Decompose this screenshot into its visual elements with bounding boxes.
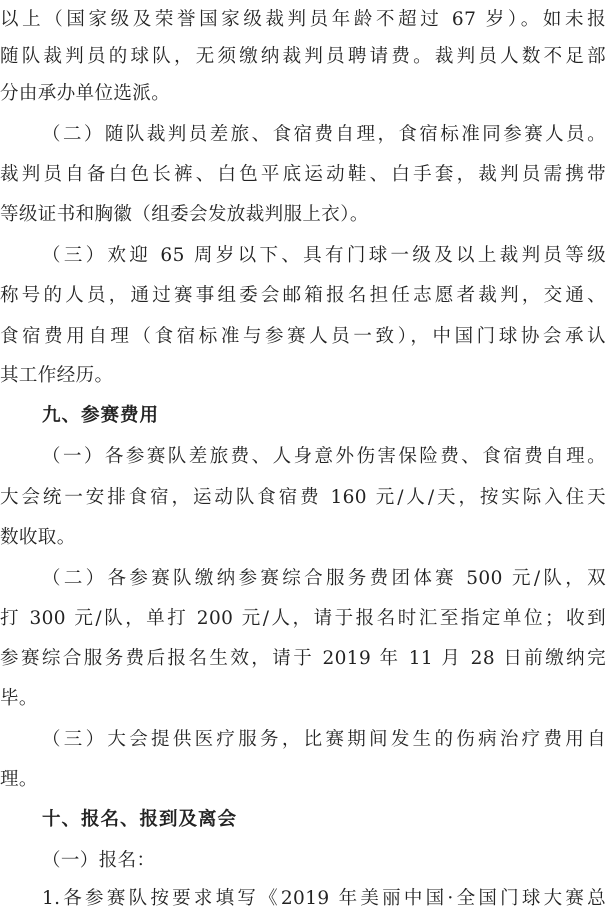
paragraph-line: 毕。	[0, 688, 38, 709]
paragraph-line: 理。	[0, 769, 38, 790]
paragraph-line: 分由承办单位选派。	[0, 83, 171, 104]
paragraph-line: （三）大会提供医疗服务，比赛期间发生的伤病治疗费用自	[42, 729, 606, 750]
paragraph-line: 等级证书和胸徽（组委会发放裁判服上衣）。	[0, 204, 369, 225]
paragraph-line: 打 300 元/队，单打 200 元/人，请于报名时汇至指定单位；收到	[0, 608, 606, 629]
paragraph-line: （二）随队裁判员差旅、食宿费自理，食宿标准同参赛人员。	[42, 124, 606, 145]
paragraph-line: 数收取。	[0, 527, 76, 548]
paragraph-line: 食宿费用自理（食宿标准与参赛人员一致），中国门球协会承认	[0, 326, 606, 347]
paragraph-line: 大会统一安排食宿，运动队食宿费 160 元/人/天，按实际入住天	[0, 487, 606, 508]
paragraph-line: 以上（国家级及荣誉国家级裁判员年龄不超过 67 岁）。如未报	[0, 9, 606, 30]
paragraph-line: （二）各参赛队缴纳参赛综合服务费团体赛 500 元/队，双	[42, 568, 606, 589]
paragraph-line: 其工作经历。	[0, 365, 114, 386]
paragraph-line: 随队裁判员的球队，无须缴纳裁判员聘请费。裁判员人数不足部	[0, 46, 606, 67]
section-heading: 十、报名、报到及离会	[42, 809, 238, 830]
paragraph-line: 裁判员自备白色长裤、白色平底运动鞋、白手套，裁判员需携带	[0, 164, 606, 185]
paragraph-line: （一）各参赛队差旅费、人身意外伤害保险费、食宿费自理。	[42, 446, 606, 467]
paragraph-line: （三）欢迎 65 周岁以下、具有门球一级及以上裁判员等级	[42, 245, 606, 266]
paragraph-line: 参赛综合服务费后报名生效，请于 2019 年 11 月 28 日前缴纳完	[0, 648, 606, 669]
paragraph-line: 称号的人员，通过赛事组委会邮箱报名担任志愿者裁判，交通、	[0, 285, 606, 306]
paragraph-line: 1.各参赛队按要求填写《2019 年美丽中国·全国门球大赛总	[42, 888, 606, 909]
paragraph-line: （一）报名：	[42, 850, 156, 871]
section-heading: 九、参赛费用	[42, 405, 160, 426]
